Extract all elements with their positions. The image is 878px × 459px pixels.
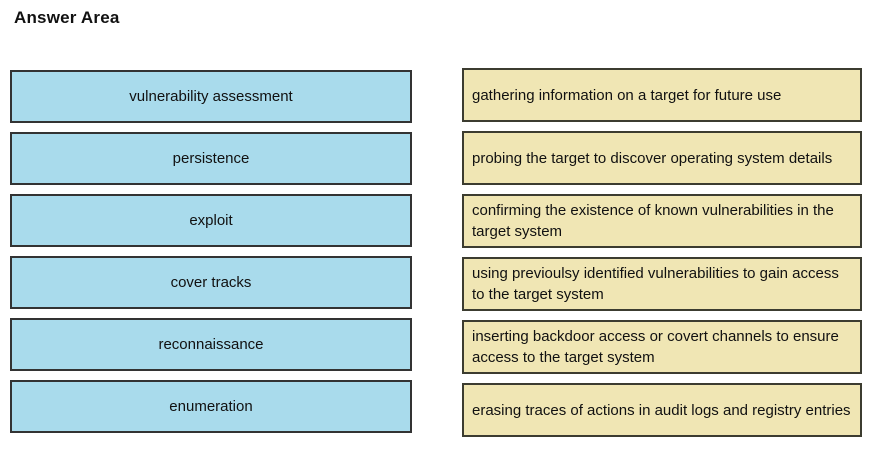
page-title: Answer Area — [14, 8, 120, 27]
definition-box-inserting-backdoor[interactable] — [462, 320, 862, 374]
definition-box-using-vulnerabilities[interactable] — [462, 257, 862, 311]
definition-text: using previoulsy identified vulnerabilities to gain access to the target system — [472, 265, 839, 303]
definition-text: inserting backdoor access or covert channels to ensure access to the target system — [472, 328, 839, 366]
terms-column — [10, 70, 412, 433]
term-label: persistence — [172, 150, 250, 167]
definition-box-erasing-traces[interactable] — [462, 383, 862, 437]
term-label: vulnerability assessment — [129, 88, 293, 105]
term-label: enumeration — [169, 398, 253, 415]
definition-box-gathering-information[interactable] — [462, 68, 862, 122]
term-box-cover-tracks[interactable] — [10, 256, 412, 309]
definition-box-confirming-vulnerabilities[interactable] — [462, 194, 862, 248]
term-label: cover tracks — [170, 274, 252, 291]
term-label: exploit — [189, 212, 233, 229]
term-box-vulnerability-assessment[interactable] — [10, 70, 412, 123]
definition-text: confirming the existence of known vulnerabilities in the target system — [472, 202, 834, 240]
term-box-persistence[interactable] — [10, 132, 412, 185]
term-box-reconnaissance[interactable] — [10, 318, 412, 371]
definition-box-probing-target[interactable] — [462, 131, 862, 185]
term-label: reconnaissance — [158, 336, 264, 353]
definitions-column — [462, 68, 862, 437]
definition-text: erasing traces of actions in audit logs and registry entries — [472, 401, 851, 419]
term-box-exploit[interactable] — [10, 194, 412, 247]
definition-text: gathering information on a target for future use — [472, 86, 782, 104]
definition-text: probing the target to discover operating system details — [472, 149, 833, 167]
term-box-enumeration[interactable] — [10, 380, 412, 433]
